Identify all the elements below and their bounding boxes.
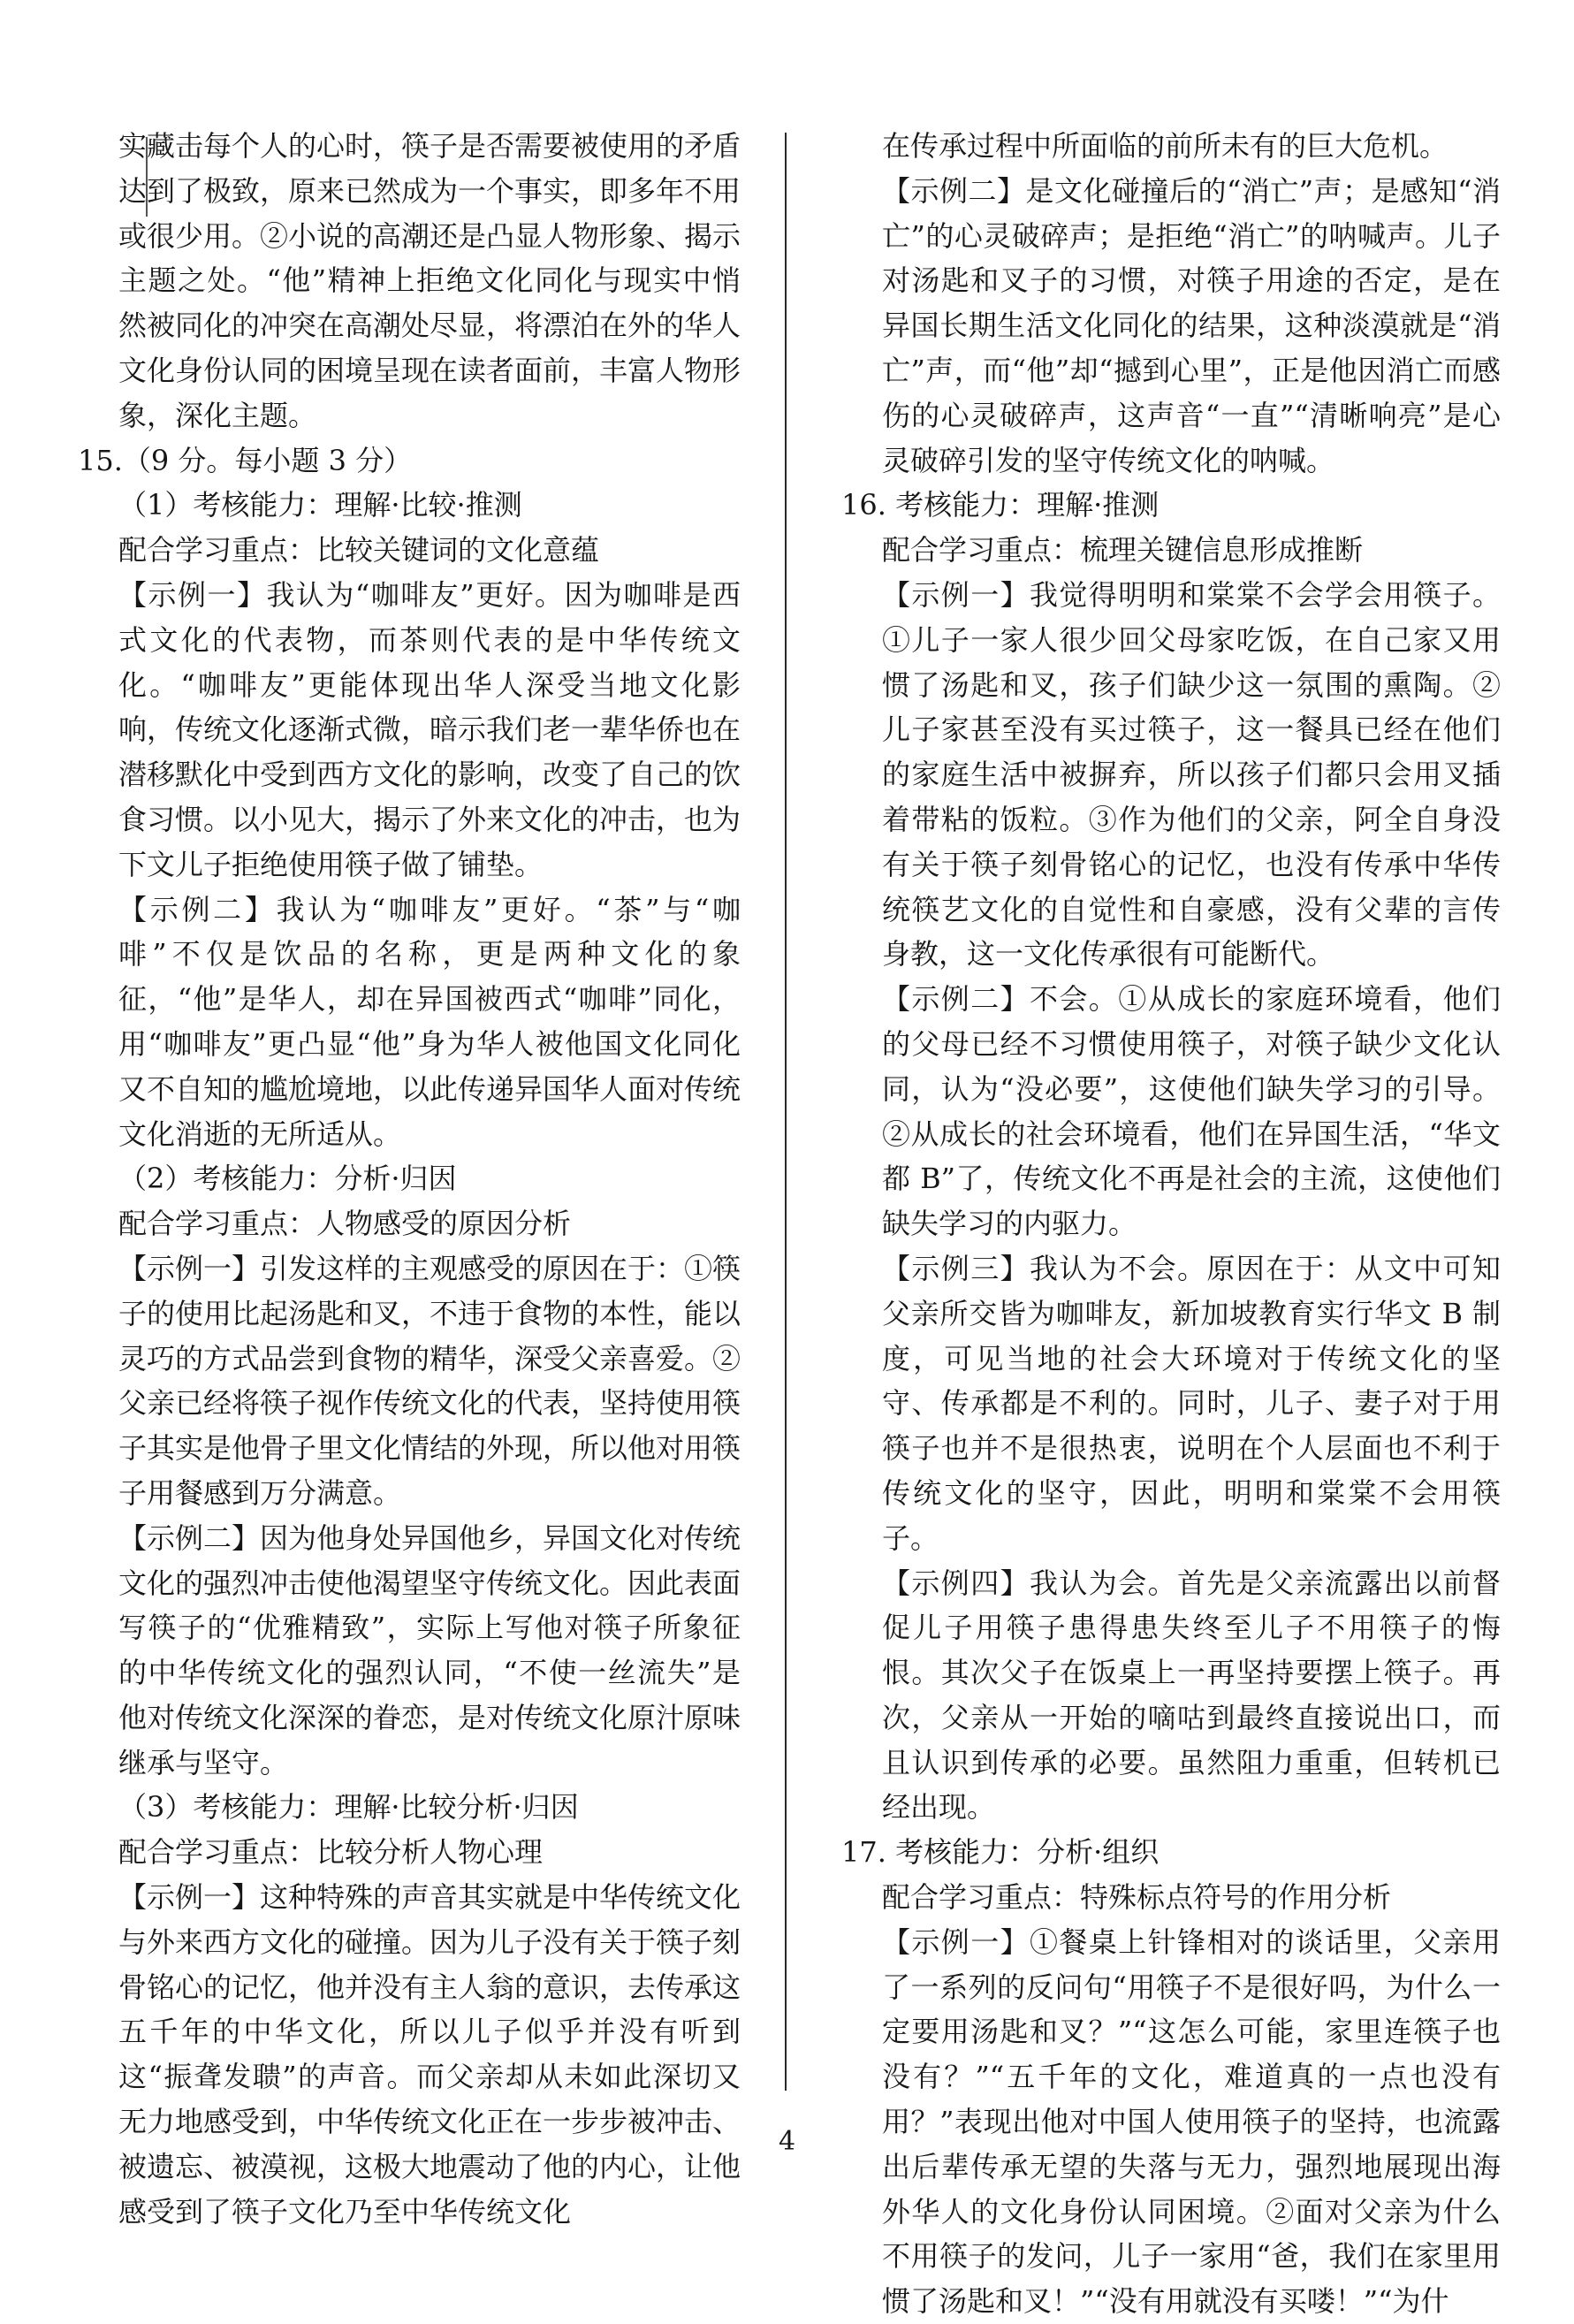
- paragraph: 配合学习重点：人物感受的原因分析: [118, 1207, 572, 1241]
- paragraph: 【示例二】是文化碰撞后的“消亡”声；是感知“消亡”的心灵破碎声；是拒绝“消亡”的呐喊声。儿子对汤匙和叉子的习惯，对筷子用途的否定，是在异国长期生活文化同化的结果，这种淡漠就是“消亡”声，而“他”却“撼到心里”，正是他因消亡而感伤的心灵破碎声，这声音“一直”“清晰响亮”是心灵破碎引发的坚守传统文化的呐喊。: [882, 173, 1501, 477]
- paragraph: 【示例二】我认为“咖啡友”更好。“茶”与“咖啡”不仅是饮品的名称，更是两种文化的象征，“他”是华人，却在异国被西式“咖啡”同化，用“咖啡友”更凸显“他”身为华人被他国文化同化又不自知的尴尬境地，以此传递异国华人面对传统文化消逝的无所适从。: [118, 892, 741, 1151]
- paragraph: 【示例三】我认为不会。原因在于：从文中可知父亲所交皆为咖啡友，新加坡教育实行华文 B 制度，可见当地的社会大环境对于传统文化的坚守、传承都是不利的。同时，儿子、妻子对于用筷子也并不是很热衷，说明在个人层面也不利于传统文化的坚守，因此，明明和棠棠不会用筷子。: [882, 1251, 1501, 1555]
- column-divider: [785, 133, 787, 2091]
- paragraph: 【示例一】这种特殊的声音其实就是中华传统文化与外来西方文化的碰撞。因为儿子没有关于筷子刻骨铭心的记忆，他并没有主人翁的意识，去传承这五千年的中华文化，所以儿子似乎并没有听到这“振聋发聩”的声音。而父亲却从未如此深切又无力地感受到，中华传统文化正在一步步被冲击、被遗忘、被漠视，这极大地震动了他的内心，让他感受到了筷子文化乃至中华传统文化: [118, 1880, 741, 2229]
- question-17-heading: 17. 考核能力：分析·组织: [841, 1835, 1160, 1870]
- paragraph: 配合学习重点：比较关键词的文化意蕴: [118, 533, 600, 568]
- page-number: 4: [778, 2126, 796, 2157]
- right-column: [841, 124, 1501, 2324]
- paragraph: 【示例四】我认为会。首先是父亲流露出以前督促儿子用筷子患得患失终至儿子不用筷子的悔恨。其次父子在饭桌上一再坚持要摆上筷子。再次，父亲从一开始的嘀咕到最终直接说出口，而且认识到传承的必要。虽然阻力重重，但转机已经出现。: [882, 1566, 1501, 1825]
- question-16-heading: 16. 考核能力：理解·推测: [841, 488, 1160, 522]
- paragraph: 【示例二】不会。①从成长的家庭环境看，他们的父母已经不习惯使用筷子，对筷子缺少文化认同，认为“没必要”，这使他们缺失学习的引导。②从成长的社会环境看，他们在异国生活，“华文都 B”了，传统文化不再是社会的主流，这使他们缺失学习的内驱力。: [882, 982, 1501, 1241]
- paragraph: 配合学习重点：梳理关键信息形成推断: [882, 533, 1364, 568]
- paragraph: 【示例一】我觉得明明和棠棠不会学会用筷子。①儿子一家人很少回父母家吃饭，在自己家又用惯了汤匙和叉，孩子们缺少这一氛围的熏陶。②儿子家甚至没有买过筷子，这一餐具已经在他们的家庭生活中被摒弃，所以孩子们都只会用叉插着带粘的饭粒。③作为他们的父亲，阿全自身没有关于筷子刻骨铭心的记忆，也没有传承中华传统筷艺文化的自觉性和自豪感，没有父辈的言传身教，这一文化传承很有可能断代。: [882, 577, 1501, 972]
- paragraph: 【示例一】引发这样的主观感受的原因在于：①筷子的使用比起汤匙和叉，不违于食物的本性，能以灵巧的方式品尝到食物的精华，深受父亲喜爱。②父亲已经将筷子视作传统文化的代表，坚持使用筷子其实是他骨子里文化情结的外现，所以他对用筷子用餐感到万分满意。: [118, 1251, 741, 1510]
- paragraph: 配合学习重点：比较分析人物心理: [118, 1835, 544, 1870]
- paragraph: 实藏击每个人的心时，筷子是否需要被使用的矛盾达到了极致，原来已然成为一个事实，即多年不用或很少用。②小说的高潮还是凸显人物形象、揭示主题之处。“他”精神上拒绝文化同化与现实中悄然被同化的冲突在高潮处尽显，将漂泊在外的华人文化身份认同的困境呈现在读者面前，丰富人物形象，深化主题。: [118, 129, 741, 432]
- left-column: [78, 124, 741, 2234]
- paragraph: 【示例二】因为他身处异国他乡，异国文化对传统文化的强烈冲击使他渴望坚守传统文化。因此表面写筷子的“优雅精致”，实际上写他对筷子所象征的中华传统文化的强烈认同，“不使一丝流失”是他对传统文化深深的眷恋，是对传统文化原汁原味继承与坚守。: [118, 1520, 741, 1779]
- question-15-heading: 15.（9 分。每小题 3 分）: [78, 443, 413, 477]
- paragraph: （1）考核能力：理解·比较·推测: [118, 488, 522, 522]
- paragraph: 【示例一】我认为“咖啡友”更好。因为咖啡是西式文化的代表物，而茶则代表的是中华传统文化。“咖啡友”更能体现出华人深受当地文化影响，传统文化逐渐式微，暗示我们老一辈华侨也在潜移默化中受到西方文化的影响，改变了自己的饮食习惯。以小见大，揭示了外来文化的冲击，也为下文儿子拒绝使用筷子做了铺垫。: [118, 577, 741, 881]
- paragraph: 配合学习重点：特殊标点符号的作用分析: [882, 1880, 1392, 1915]
- paragraph: 在传承过程中所面临的前所未有的巨大危机。: [882, 129, 1449, 163]
- paragraph: （3）考核能力：理解·比较分析·归因: [118, 1790, 579, 1825]
- paragraph: 【示例一】①餐桌上针锋相对的谈话里，父亲用了一系列的反问句“用筷子不是很好吗，为什么一定要用汤匙和叉？”“这怎么可能，家里连筷子也没有？”“五千年的文化，难道真的一点也没有用？”表现出他对中国人使用筷子的坚持，也流露出后辈传承无望的失落与无力，强烈地展现出海外华人的文化身份认同困境。②面对父亲为什么不用筷子的发问，儿子一家用“爸，我们在家里用惯了汤匙和叉！”“没有用就没有买喽！”“为什: [882, 1924, 1501, 2319]
- paragraph: （2）考核能力：分析·归因: [118, 1162, 457, 1196]
